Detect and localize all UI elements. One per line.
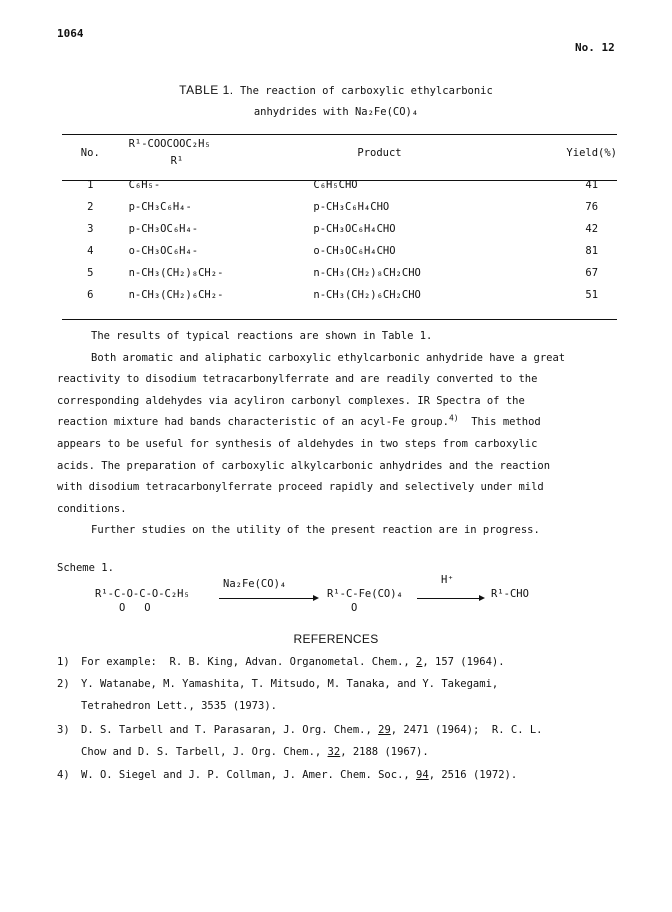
row-substrate: n-CH₃(CH₂)₈CH₂- (128, 267, 224, 279)
paragraph-2-line-3: corresponding aldehydes via acyliron carbonyl complexes. IR Spectra of the (57, 394, 525, 407)
table-row (62, 174, 617, 196)
row-substrate: C₆H₅- (128, 179, 161, 191)
row-product: p-CH₃C₆H₄CHO (313, 201, 390, 213)
row-no: 3 (87, 223, 94, 235)
row-product: o-CH₃OC₆H₄CHO (313, 245, 396, 257)
table-row (62, 284, 617, 306)
scheme-arrow-1 (219, 598, 317, 599)
row-product: p-CH₃OC₆H₄CHO (313, 223, 396, 235)
paragraph-2-line-4 (57, 412, 612, 434)
paragraph-2-line-1: Both aromatic and aliphatic carboxylic ethylcarbonic anhydride have a great (91, 351, 566, 364)
scheme-arrow-2 (417, 598, 483, 599)
table-caption-line1 (0, 80, 672, 102)
col-header-substrate (119, 136, 296, 170)
paragraph-2-line-4-text: reaction mixture had bands characteristic of an acyl-Fe group. (57, 416, 449, 429)
reaction-scheme (95, 570, 555, 620)
reference-volume-2: 32 (327, 745, 341, 758)
table-row (62, 218, 617, 240)
row-substrate: p-CH₃OC₆H₄- (128, 223, 199, 235)
col-header-no: No. (80, 147, 100, 159)
scheme-intermediate-oxygen: O (351, 602, 358, 614)
reference-text: D. S. Tarbell and T. Parasaran, J. Org. Chem., (81, 724, 379, 736)
reference-volume: 94 (416, 769, 429, 781)
scheme-reagent-2: H⁺ (441, 574, 454, 586)
reference-text-tail: , 157 (1964). (422, 656, 505, 668)
reference-text-line-2-tail: , 2188 (1967). (340, 745, 429, 758)
col-header-yield: Yield(%) (566, 147, 617, 159)
row-yield: 41 (585, 179, 599, 191)
table-caption-text: The reaction of carboxylic ethylcarbonic (239, 85, 493, 97)
references-title: REFERENCES (293, 632, 379, 646)
paragraph-2-line-4-tail: This method (458, 416, 541, 429)
row-product: n-CH₃(CH₂)₈CH₂CHO (313, 267, 421, 279)
col-header-product: Product (357, 147, 402, 159)
table-top-rule (62, 134, 617, 135)
reference-text: W. O. Siegel and J. P. Collman, J. Amer. Chem. Soc., (81, 769, 417, 781)
row-no: 1 (87, 179, 94, 191)
table-row (62, 240, 617, 262)
scheme-product: R¹-CHO (491, 588, 529, 600)
paragraph-2-line-7: with disodium tetracarbonylferrate proceed rapidly and selectively under mild (57, 481, 544, 494)
reference-item (57, 674, 617, 717)
reference-text-tail: , 2471 (1964); R. C. L. (390, 724, 543, 736)
table-row (62, 196, 617, 218)
reference-text-line-2: Tetrahedron Lett., 3535 (1973). (81, 699, 277, 712)
reference-number: 1) (57, 656, 70, 668)
reference-number: 4) (57, 769, 70, 781)
reference-text-tail: , 2516 (1972). (428, 769, 518, 781)
col-header-substrate-formula: R¹-COOCOOC₂H₅ (128, 138, 211, 150)
row-no: 6 (87, 289, 94, 301)
row-yield: 42 (585, 223, 599, 235)
table-label: TABLE 1. (179, 83, 234, 97)
table-header-row (62, 136, 617, 170)
body-text (57, 326, 612, 542)
row-yield: 76 (585, 201, 599, 213)
row-no: 4 (87, 245, 94, 257)
scheme-reactant-oxygens: O O (119, 602, 151, 614)
reference-item (57, 652, 617, 674)
reference-text-line-2: Chow and D. S. Tarbell, J. Org. Chem., (81, 745, 328, 758)
row-substrate: o-CH₃OC₆H₄- (128, 245, 199, 257)
paragraph-2-line-6: acids. The preparation of carboxylic alkylcarbonic anhydrides and the reaction (57, 459, 551, 472)
row-product: n-CH₃(CH₂)₆CH₂CHO (313, 289, 421, 301)
row-no: 2 (87, 201, 94, 213)
reference-volume: 29 (378, 724, 391, 736)
reference-volume: 2 (416, 656, 423, 668)
citation-4: 4) (448, 413, 459, 423)
table-caption-line2: anhydrides with Na₂Fe(CO)₄ (253, 106, 419, 118)
row-product: C₆H₅CHO (313, 179, 358, 191)
scheme-intermediate: R¹-C-Fe(CO)₄ (327, 588, 403, 600)
reference-text: For example: R. B. King, Advan. Organometal. Chem., (81, 656, 417, 668)
reference-number: 3) (57, 724, 70, 736)
paragraph-2-line-8: conditions. (57, 502, 127, 515)
reference-item (57, 765, 617, 787)
paragraph-1: The results of typical reactions are shown in Table 1. (91, 330, 433, 342)
scheme-reagent-1: Na₂Fe(CO)₄ (223, 578, 287, 590)
paragraph-2-line-2: reactivity to disodium tetracarbonylferrate and are readily converted to the (57, 373, 538, 386)
reference-item (57, 720, 617, 763)
table-row (62, 262, 617, 284)
page-number: 1064 (57, 27, 84, 40)
scheme-reactant: R¹-C-O-C-O-C₂H₅ (95, 588, 190, 600)
reference-text: Y. Watanabe, M. Yamashita, T. Mitsudo, M. Tanaka, and Y. Takegami, (81, 678, 499, 690)
col-header-substrate-r: R¹ (170, 155, 184, 167)
paragraph-2-line-5: appears to be useful for synthesis of aldehydes in two steps from carboxylic (57, 437, 538, 450)
row-substrate: p-CH₃C₆H₄- (128, 201, 192, 213)
table-caption (0, 80, 672, 123)
row-substrate: n-CH₃(CH₂)₆CH₂- (128, 289, 224, 301)
row-yield: 81 (585, 245, 599, 257)
table-bottom-rule (62, 319, 617, 320)
row-no: 5 (87, 267, 94, 279)
row-yield: 51 (585, 289, 599, 301)
results-table (62, 136, 617, 306)
scheme-label: Scheme 1. (57, 562, 114, 574)
issue-number: No. 12 (575, 41, 615, 54)
row-yield: 67 (585, 267, 599, 279)
reference-number: 2) (57, 678, 70, 690)
paragraph-3: Further studies on the utility of the present reaction are in progress. (91, 524, 540, 537)
